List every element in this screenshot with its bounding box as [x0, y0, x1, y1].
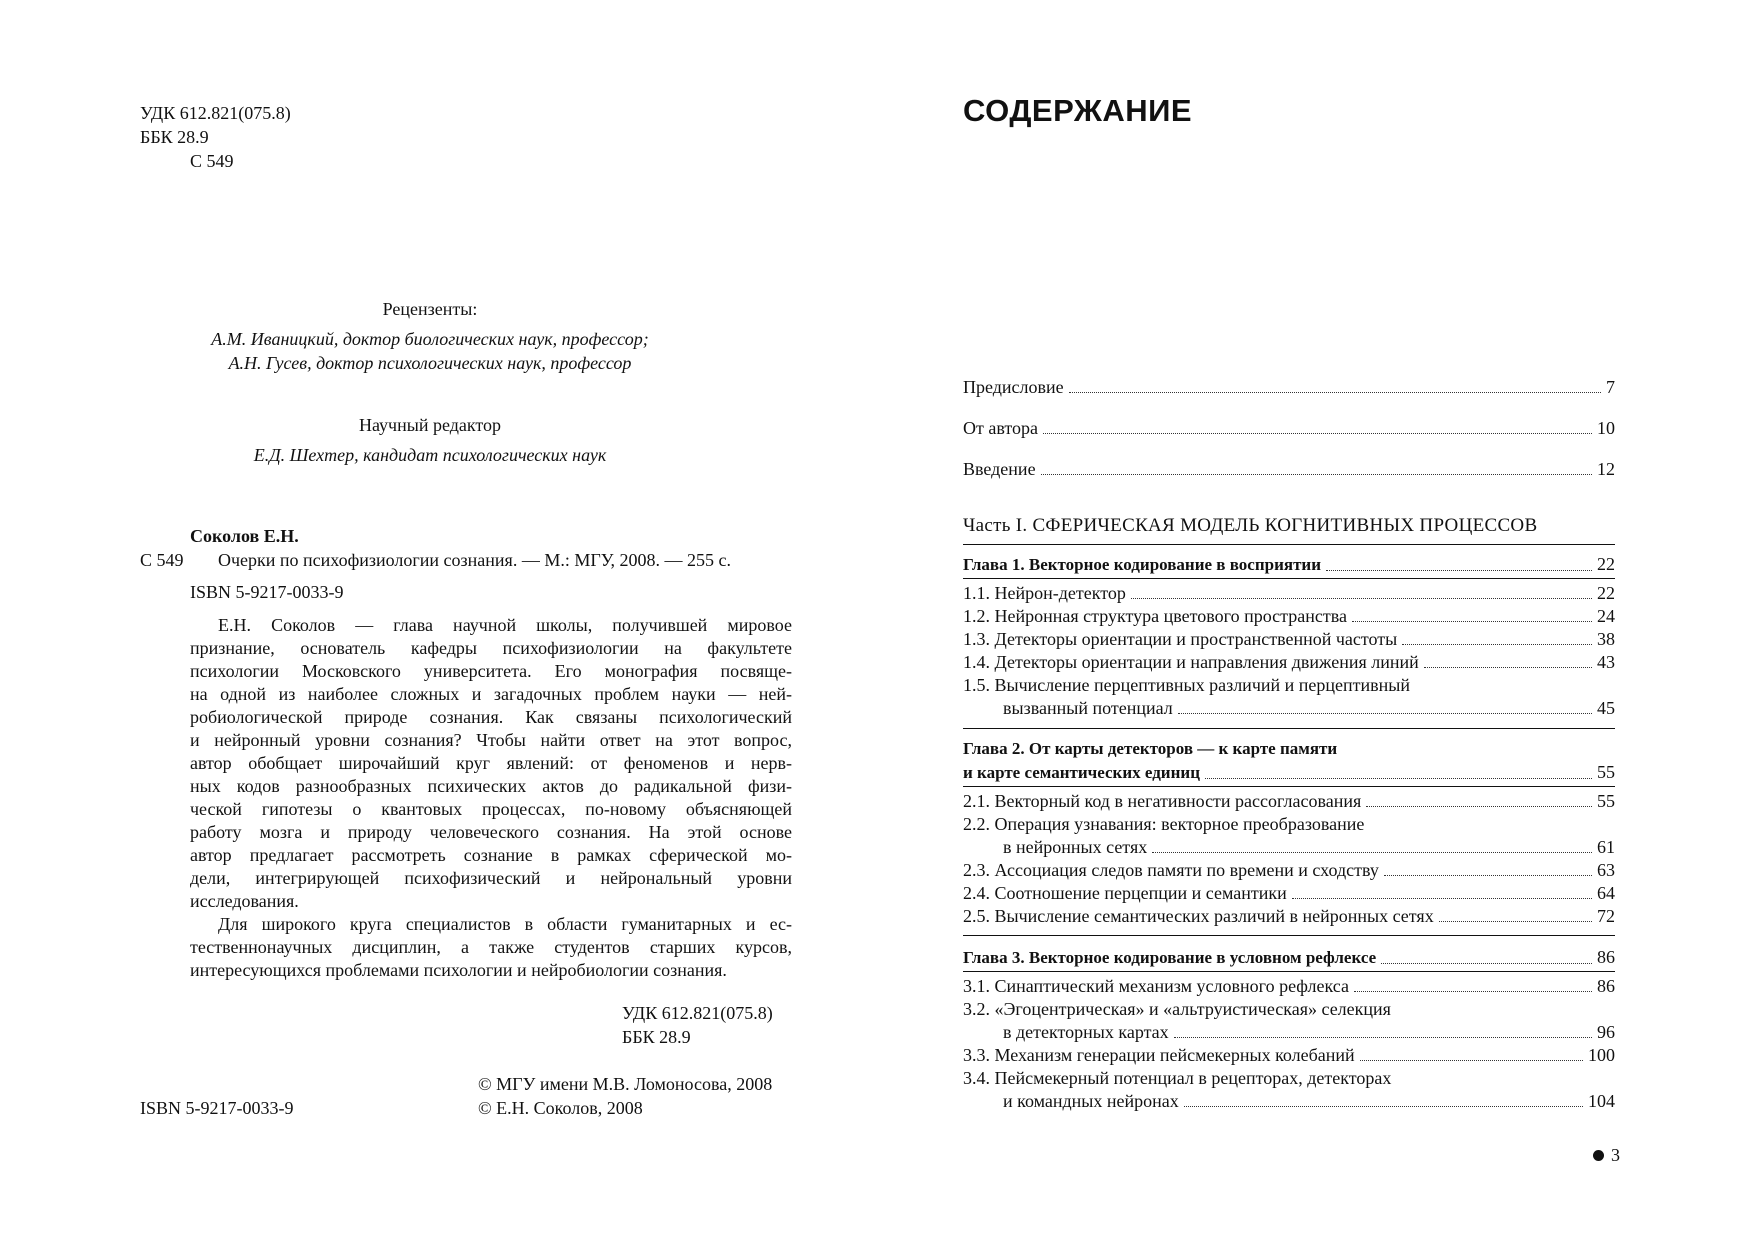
toc-section-1-3[interactable] — [963, 628, 1615, 650]
toc-label: Глава 3. Векторное кодирование в условном рефлексе — [963, 948, 1377, 967]
toc-chapter-1[interactable] — [963, 553, 1615, 576]
toc-chapter-2[interactable]: Глава 2. От карты детекторов — к карте памяти — [963, 739, 1338, 758]
toc-entry-preface[interactable] — [963, 376, 1615, 398]
annotation-line: автор обобщает широчайший круг явлений: от феноменов и нерв- — [190, 753, 792, 773]
toc-label: Предисловие — [963, 377, 1064, 397]
chapter-divider — [963, 786, 1615, 787]
toc-section-2-4[interactable] — [963, 882, 1615, 904]
annotation-line: ческой гипотезы о квантовых процессах, по-новому объясняющей — [190, 799, 792, 819]
toc-page: 96 — [1597, 1022, 1615, 1042]
toc-page: 63 — [1597, 860, 1615, 880]
audience-line: интересующихся проблемами психологии и нейробиологии сознания. — [190, 960, 727, 980]
toc-title: СОДЕРЖАНИЕ — [963, 93, 1193, 128]
toc-label: 2.4. Соотношение перцепции и семантики — [963, 883, 1287, 903]
page-number-value: 3 — [1611, 1145, 1620, 1165]
annotation-line: исследования. — [190, 891, 299, 911]
annotation-line: работу мозга и природу человеческого сознания. На этой основе — [190, 822, 792, 842]
toc-page: 10 — [1597, 418, 1615, 438]
toc-label: 1.3. Детекторы ориентации и пространственной частоты — [963, 629, 1398, 649]
chapter-divider — [963, 728, 1615, 729]
toc-label: в нейронных сетях — [1003, 837, 1148, 857]
toc-page: 100 — [1588, 1045, 1615, 1065]
toc-section-3-4-cont[interactable] — [1003, 1090, 1615, 1112]
toc-section-3-3[interactable] — [963, 1044, 1615, 1066]
toc-page: 86 — [1597, 947, 1615, 967]
toc-section-1-1[interactable] — [963, 582, 1615, 604]
copyright-author: © Е.Н. Соколов, 2008 — [478, 1098, 643, 1118]
toc-section-1-5-cont[interactable] — [1003, 697, 1615, 719]
chapter-divider — [963, 971, 1615, 972]
toc-section-2-2-cont[interactable] — [1003, 836, 1615, 858]
author-mark: С 549 — [190, 151, 234, 171]
annotation-line: психологии Московского университета. Его монография посвяще- — [190, 661, 792, 681]
toc-label: 1.4. Детекторы ориентации и направления движения линий — [963, 652, 1419, 672]
bullet-icon — [1593, 1150, 1604, 1161]
toc-page: 104 — [1588, 1091, 1615, 1111]
toc-page: 61 — [1597, 837, 1615, 857]
toc-page: 22 — [1597, 583, 1615, 603]
toc-section-2-3[interactable] — [963, 859, 1615, 881]
udk-code: УДК 612.821(075.8) — [140, 103, 291, 123]
annotation-line: признание, основатель кафедры психофизиологии на факультете — [190, 638, 792, 658]
toc-entry-from-author[interactable] — [963, 417, 1615, 439]
toc-page: 72 — [1597, 906, 1615, 926]
reviewers-heading: Рецензенты: — [382, 299, 478, 319]
annotation-line: робиологической природе сознания. Как связаны психологический — [190, 707, 792, 727]
page-number — [1593, 1144, 1620, 1166]
toc-label: 3.3. Механизм генерации пейсмекерных колебаний — [963, 1045, 1355, 1065]
author-name: Соколов Е.Н. — [190, 526, 299, 546]
toc-page: 43 — [1597, 652, 1615, 672]
toc-label: и командных нейронах — [1003, 1091, 1179, 1111]
toc-page: 12 — [1597, 459, 1615, 479]
isbn: ISBN 5-9217-0033-9 — [190, 582, 344, 602]
bbk-code-bottom: ББК 28.9 — [622, 1027, 691, 1047]
toc-label: Введение — [963, 459, 1036, 479]
toc-section-3-1[interactable] — [963, 975, 1615, 997]
toc-label: 1.2. Нейронная структура цветового пространства — [963, 606, 1347, 626]
toc-entry-introduction[interactable] — [963, 458, 1615, 480]
toc-page: 45 — [1597, 698, 1615, 718]
bbk-code: ББК 28.9 — [140, 127, 209, 147]
toc-page: 24 — [1597, 606, 1615, 626]
part-heading: Часть I. СФЕРИЧЕСКАЯ МОДЕЛЬ КОГНИТИВНЫХ ПРОЦЕССОВ — [963, 515, 1538, 536]
annotation-line: ных кодов разнообразных психических актов до радикальной физи- — [190, 776, 792, 796]
toc-section-1-2[interactable] — [963, 605, 1615, 627]
toc-page: 7 — [1606, 377, 1615, 397]
toc-label: 2.3. Ассоциация следов памяти по времени и сходству — [963, 860, 1379, 880]
toc-page: 22 — [1597, 554, 1615, 574]
toc-page: 64 — [1597, 883, 1615, 903]
annotation-line: Е.Н. Соколов — глава научной школы, получившей мировое — [218, 615, 792, 635]
audience-line: тественнонаучных дисциплин, а также студентов старших курсов, — [190, 937, 792, 957]
toc-label: вызванный потенциал — [1003, 698, 1173, 718]
toc-section-2-5[interactable] — [963, 905, 1615, 927]
reviewer-1: А.М. Иваницкий, доктор биологических наук, профессор; — [211, 329, 649, 349]
toc-chapter-2-cont[interactable] — [963, 761, 1615, 784]
reviewer-2: А.Н. Гусев, доктор психологических наук, профессор — [228, 353, 632, 373]
udk-code-bottom: УДК 612.821(075.8) — [622, 1003, 773, 1023]
toc-section-1-4[interactable] — [963, 651, 1615, 673]
biblio-record: Очерки по психофизиологии сознания. — М.: МГУ, 2008. — 255 с. — [218, 550, 732, 570]
copyright-msu: © МГУ имени М.В. Ломоносова, 2008 — [478, 1074, 773, 1094]
annotation-line: дели, интегрирующей психофизический и нейрональный уровни — [190, 868, 792, 888]
toc-section-3-2[interactable]: 3.2. «Эгоцентрическая» и «альтруистическая» селекция — [963, 999, 1391, 1019]
toc-label: От автора — [963, 418, 1039, 438]
toc-page: 86 — [1597, 976, 1615, 996]
toc-label: 2.5. Вычисление семантических различий в нейронных сетях — [963, 906, 1434, 926]
toc-section-3-2-cont[interactable] — [1003, 1021, 1615, 1043]
editor-heading: Научный редактор — [358, 415, 502, 435]
toc-label: 1.1. Нейрон-детектор — [963, 583, 1126, 603]
annotation-line: и нейронный уровни сознания? Чтобы найти ответ на этот вопрос, — [190, 730, 792, 750]
chapter-divider — [963, 935, 1615, 936]
isbn-bottom: ISBN 5-9217-0033-9 — [140, 1098, 294, 1118]
biblio-code: С 549 — [140, 550, 184, 570]
toc-page: 38 — [1597, 629, 1615, 649]
toc-section-3-4[interactable]: 3.4. Пейсмекерный потенциал в рецепторах, детекторах — [963, 1068, 1392, 1088]
toc-label: в детекторных картах — [1003, 1022, 1169, 1042]
scientific-editor: Е.Д. Шехтер, кандидат психологических наук — [253, 445, 607, 465]
annotation-line: автор предлагает рассмотреть сознание в рамках сферической мо- — [190, 845, 792, 865]
toc-label: 3.1. Синаптический механизм условного рефлекса — [963, 976, 1349, 996]
toc-page: 55 — [1597, 762, 1615, 782]
toc-section-2-1[interactable] — [963, 790, 1615, 812]
toc-label: Глава 1. Векторное кодирование в восприятии — [963, 555, 1322, 574]
toc-page: 55 — [1597, 791, 1615, 811]
toc-section-2-2[interactable]: 2.2. Операция узнавания: векторное преобразование — [963, 814, 1365, 834]
part-divider — [963, 544, 1615, 545]
toc-label: 2.1. Векторный код в негативности рассогласования — [963, 791, 1362, 811]
audience-line: Для широкого круга специалистов в области гуманитарных и ес- — [218, 914, 792, 934]
toc-chapter-3[interactable] — [963, 946, 1615, 969]
chapter-divider — [963, 578, 1615, 579]
annotation-line: на одной из наиболее сложных и загадочных проблем науки — ней- — [190, 684, 792, 704]
toc-section-1-5[interactable]: 1.5. Вычисление перцептивных различий и перцептивный — [963, 675, 1411, 695]
toc-label: и карте семантических единиц — [963, 763, 1200, 782]
